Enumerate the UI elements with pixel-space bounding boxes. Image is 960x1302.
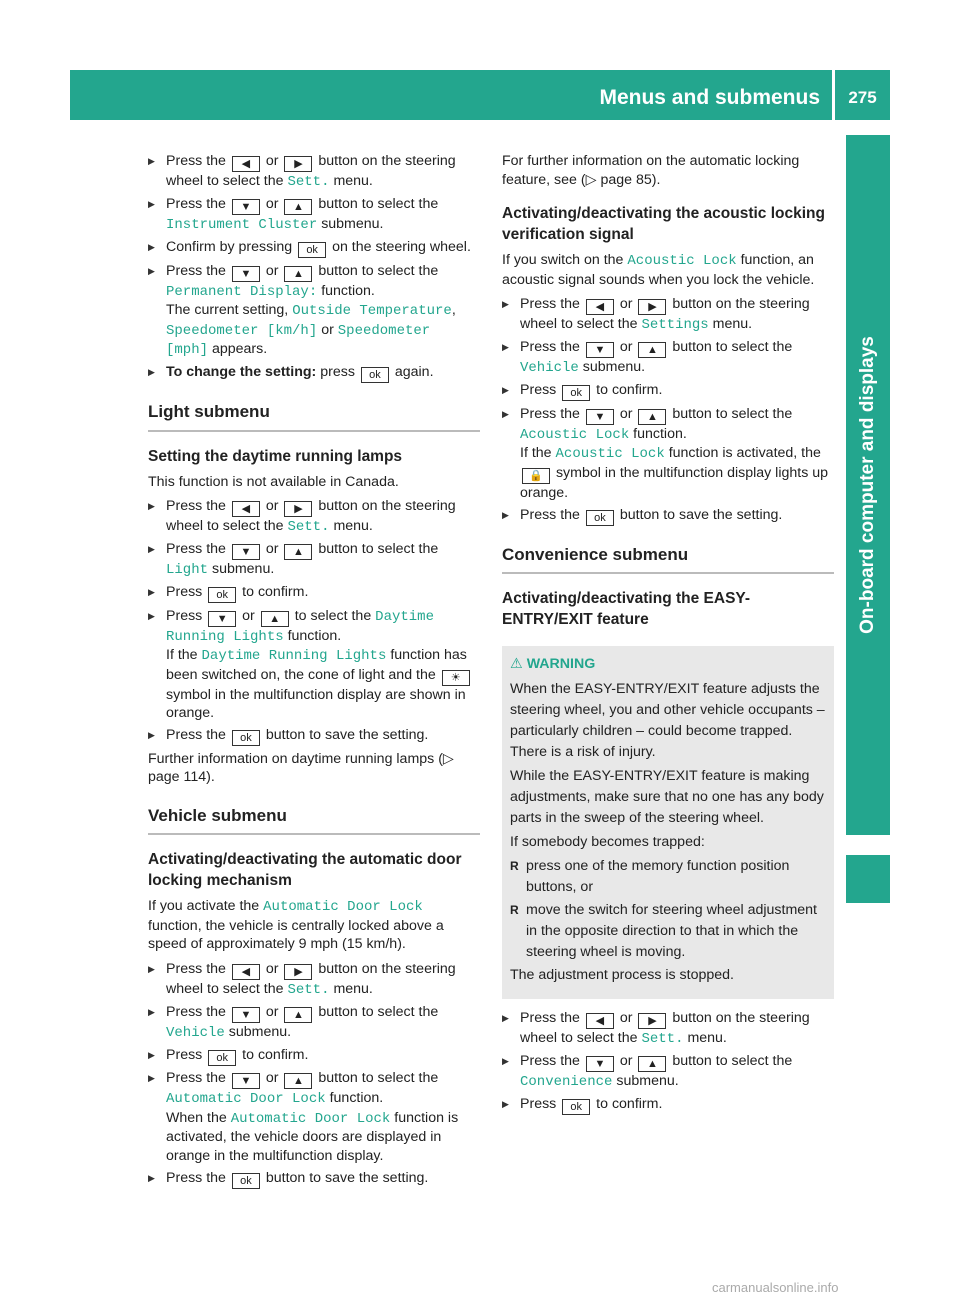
menu-code: Instrument Cluster [166, 217, 318, 233]
right-arrow-key-icon: ▶ [284, 501, 312, 517]
ok-key-icon: ok [232, 1173, 260, 1189]
step: ▶ Press ▼ or ▲ to select the Daytime Running Lights function. If the Daytime Running Lights function has been switched on, the cone of light and the ☀ symbol in the multifunction display are shown in orange. [148, 607, 480, 723]
paragraph: This function is not available in Canada. [148, 473, 399, 490]
left-arrow-key-icon: ◀ [586, 1013, 614, 1029]
warning-title: ⚠ WARNING [510, 656, 596, 672]
step: ▶ Press the ▼ or ▲ button to select the Permanent Display: function. The current setting, Outside Temperature, Speedometer [km/h] or Speedometer [mph] appears. [148, 262, 480, 360]
menu-code: Daytime Running Lights [201, 648, 387, 664]
menu-code: Automatic Door Lock [230, 1110, 391, 1127]
paragraph: For further information on the automatic locking feature, see (▷ page 85). [502, 153, 800, 188]
menu-code: Automatic Door Lock [263, 899, 423, 915]
up-arrow-key-icon: ▲ [638, 409, 666, 425]
menu-code: Automatic Door Lock [166, 1091, 326, 1107]
menu-code: Sett. [287, 519, 330, 535]
warning-paragraph: While the EASY-ENTRY/EXIT feature is making adjustments, make sure that no one has any body parts in the sweep of the steering wheel. [510, 768, 824, 826]
menu-code: Speedometer [km/h] [166, 322, 318, 339]
paragraph: If you switch on the Acoustic Lock function, an acoustic signal sounds when you lock the vehicle. [502, 252, 815, 288]
right-column [502, 152, 834, 1119]
down-arrow-key-icon: ▼ [208, 611, 236, 627]
left-arrow-key-icon: ◀ [232, 156, 260, 172]
step: ▶ Press ok to confirm. [148, 1046, 480, 1066]
step: ▶ Press the ok button to save the setting. [148, 1169, 480, 1189]
up-arrow-key-icon: ▲ [284, 266, 312, 282]
menu-code: Sett. [641, 1031, 684, 1047]
section-heading: Convenience submenu [502, 546, 834, 575]
step: ▶ Press the ◀ or ▶ button on the steering wheel to select the Sett. menu. [148, 960, 480, 1000]
right-arrow-key-icon: ▶ [284, 964, 312, 980]
menu-code: Light [166, 562, 209, 578]
right-arrow-key-icon: ▶ [638, 299, 666, 315]
step: ▶ Confirm by pressing ok on the steering wheel. [148, 238, 480, 258]
ok-key-icon: ok [208, 587, 236, 603]
lock-symbol-icon: 🔒 [522, 468, 550, 484]
menu-code: Sett. [287, 981, 330, 998]
step: ▶ Press the ▼ or ▲ button to select the Vehicle submenu. [148, 1003, 480, 1043]
subsection-heading: Setting the daytime running lamps [148, 447, 403, 465]
chapter-title: On-board computer and displays [857, 336, 878, 634]
ok-key-icon: ok [208, 1050, 236, 1066]
warning-paragraph: The adjustment process is stopped. [510, 967, 734, 983]
up-arrow-key-icon: ▲ [284, 544, 312, 560]
warning-bullet: R press one of the memory function position buttons, or [510, 856, 826, 898]
warning-triangle-icon: ⚠ [510, 656, 523, 672]
step: ▶ Press the ◀ or ▶ button on the steering wheel to select the Sett. menu. [502, 1009, 834, 1049]
ok-key-icon: ok [562, 385, 590, 401]
warning-box [502, 646, 834, 999]
ok-key-icon: ok [361, 367, 389, 383]
step: ▶ Press the ok button to save the setting. [148, 726, 480, 746]
up-arrow-key-icon: ▲ [284, 1007, 312, 1023]
left-arrow-key-icon: ◀ [232, 964, 260, 980]
menu-code: Acoustic Lock [555, 446, 665, 462]
ok-key-icon: ok [298, 242, 326, 258]
menu-code: Convenience [520, 1074, 613, 1090]
menu-code: Acoustic Lock [627, 253, 737, 269]
ok-key-icon: ok [586, 510, 614, 526]
step: ▶ Press the ▼ or ▲ button to select the Light submenu. [148, 540, 480, 580]
menu-code: Permanent Display: [166, 283, 318, 300]
down-arrow-key-icon: ▼ [232, 544, 260, 560]
down-arrow-key-icon: ▼ [232, 266, 260, 282]
step: ▶ Press the ▼ or ▲ button to select the Automatic Door Lock function. When the Automatic Door Lock function is activated, the vehicle doors are displayed in orange in the multifunction display. [148, 1069, 480, 1165]
step: ▶ Press the ◀ or ▶ button on the steering wheel to select the Settings menu. [502, 295, 834, 335]
side-tab-block [846, 855, 890, 903]
light-symbol-icon: ☀ [442, 670, 470, 686]
section-heading: Vehicle submenu [148, 807, 480, 836]
left-arrow-key-icon: ◀ [232, 501, 260, 517]
menu-code: Settings [641, 317, 709, 333]
right-arrow-key-icon: ▶ [284, 156, 312, 172]
up-arrow-key-icon: ▲ [638, 1056, 666, 1072]
down-arrow-key-icon: ▼ [586, 342, 614, 358]
step: ▶ Press the ▼ or ▲ button to select the Instrument Cluster submenu. [148, 195, 480, 235]
step: ▶ Press ok to confirm. [502, 1095, 834, 1115]
menu-code: Acoustic Lock [520, 426, 630, 443]
menu-code: Vehicle [520, 360, 579, 376]
watermark: carmanualsonline.info [712, 1280, 839, 1295]
up-arrow-key-icon: ▲ [638, 342, 666, 358]
step: ▶ Press the ◀ or ▶ button on the steering wheel to select the Sett. menu. [148, 152, 480, 192]
page-number: 275 [848, 88, 877, 107]
step: ▶ Press the ▼ or ▲ button to select the Convenience submenu. [502, 1052, 834, 1092]
subsection-heading: Activating/deactivating the automatic door locking mechanism [148, 851, 462, 889]
left-arrow-key-icon: ◀ [586, 299, 614, 315]
step: ▶ Press the ▼ or ▲ button to select the Vehicle submenu. [502, 338, 834, 378]
step: ▶ To change the setting: press ok again. [148, 363, 480, 383]
warning-paragraph: When the EASY-ENTRY/EXIT feature adjusts the steering wheel, you and other vehicle occupants – particularly children – could become trapped. There is a risk of injury. [510, 681, 825, 760]
down-arrow-key-icon: ▼ [586, 1056, 614, 1072]
step: ▶ Press the ◀ or ▶ button on the steering wheel to select the Sett. menu. [148, 497, 480, 537]
warning-paragraph: If somebody becomes trapped: [510, 834, 705, 850]
step: ▶ Press the ▼ or ▲ button to select the Acoustic Lock function. If the Acoustic Lock function is activated, the 🔒 symbol in the multifunction display lights up orange. [502, 405, 834, 503]
page-title: Menus and submenus [599, 86, 820, 109]
menu-code: Sett. [287, 174, 330, 190]
down-arrow-key-icon: ▼ [232, 1073, 260, 1089]
warning-bullet: R move the switch for steering wheel adjustment in the opposite direction to that in which the steering wheel is moving. [510, 900, 826, 963]
down-arrow-key-icon: ▼ [586, 409, 614, 425]
ok-key-icon: ok [232, 730, 260, 746]
section-heading: Light submenu [148, 403, 480, 432]
paragraph: If you activate the Automatic Door Lock function, the vehicle is centrally locked above a speed of approximately 9 mph (15 km/h). [148, 898, 444, 952]
up-arrow-key-icon: ▲ [284, 1073, 312, 1089]
left-column [148, 152, 480, 1192]
right-arrow-key-icon: ▶ [638, 1013, 666, 1029]
down-arrow-key-icon: ▼ [232, 1007, 260, 1023]
up-arrow-key-icon: ▲ [284, 199, 312, 215]
menu-code: Outside Temperature [292, 303, 452, 319]
paragraph: Further information on daytime running lamps (▷ page 114). [148, 750, 454, 785]
subsection-heading: Activating/deactivating the EASY-ENTRY/EXIT feature [502, 590, 751, 628]
up-arrow-key-icon: ▲ [261, 611, 289, 627]
subsection-heading: Activating/deactivating the acoustic locking verification signal [502, 205, 825, 243]
down-arrow-key-icon: ▼ [232, 199, 260, 215]
step: ▶ Press ok to confirm. [148, 583, 480, 603]
step: ▶ Press the ok button to save the setting. [502, 506, 834, 526]
ok-key-icon: ok [562, 1099, 590, 1115]
menu-code: Vehicle [166, 1024, 225, 1041]
menu-code: Speedometer [mph] [166, 322, 431, 358]
step: ▶ Press ok to confirm. [502, 381, 834, 401]
menu-code: Daytime Running Lights [166, 608, 434, 645]
